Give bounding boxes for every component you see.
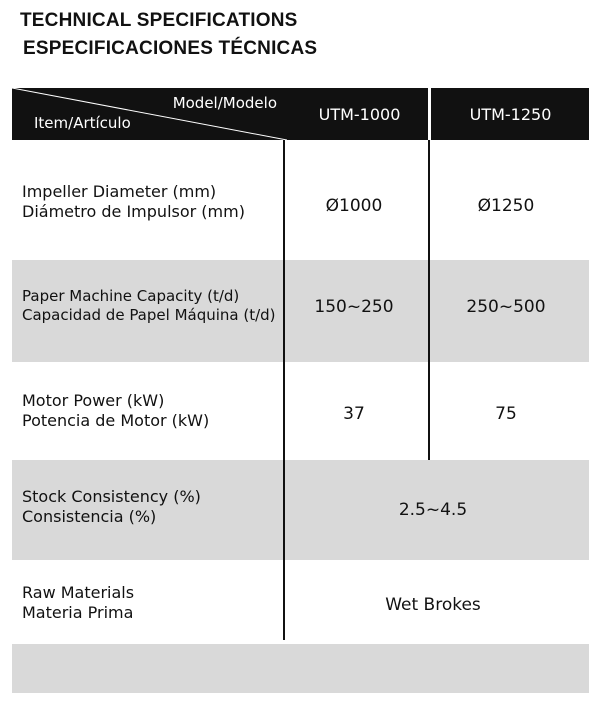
value-model-2: 250~500: [466, 297, 546, 317]
model-column-divider: [428, 140, 430, 460]
row-label-en: Stock Consistency (%): [22, 487, 201, 506]
title-english: TECHNICAL SPECIFICATIONS: [20, 10, 298, 31]
table-row-motor-power: [12, 362, 589, 460]
header-model-label: Model/Modelo: [172, 94, 277, 112]
row-label-es: Consistencia (%): [22, 507, 157, 526]
label-column-divider: [283, 140, 285, 640]
value-model-2: 75: [495, 404, 517, 424]
value-shared: Wet Brokes: [385, 595, 481, 615]
header-column-separator: [428, 88, 431, 140]
header-model-1: UTM-1000: [318, 104, 401, 124]
row-label-en: Impeller Diameter (mm): [22, 182, 217, 201]
value-shared: 2.5~4.5: [398, 500, 468, 520]
table-row-paper-machine-capacity: [12, 260, 589, 362]
row-label-en: Raw Materials: [22, 583, 135, 602]
header-item-label: Item/Artículo: [34, 114, 131, 132]
row-label-es: Capacidad de Papel Máquina (t/d): [22, 306, 276, 324]
row-label-en: Paper Machine Capacity (t/d): [22, 287, 240, 305]
table-row-stock-consistency: [12, 460, 589, 560]
table-footer-band: [12, 644, 589, 693]
table-row-raw-materials: [12, 560, 589, 640]
row-label-es: Potencia de Motor (kW): [22, 411, 210, 430]
title-spanish: ESPECIFICACIONES TÉCNICAS: [23, 38, 318, 59]
row-label-en: Motor Power (kW): [22, 391, 165, 410]
row-label-es: Materia Prima: [22, 603, 134, 622]
value-model-1: Ø1000: [325, 196, 383, 216]
value-model-1: 37: [343, 404, 365, 424]
table-row-impeller-diameter: [12, 140, 589, 260]
row-label-es: Diámetro de Impulsor (mm): [22, 202, 245, 221]
header-model-2: UTM-1250: [469, 104, 552, 124]
table-header: [12, 88, 589, 140]
value-model-2: Ø1250: [477, 196, 535, 216]
value-model-1: 150~250: [314, 297, 394, 317]
